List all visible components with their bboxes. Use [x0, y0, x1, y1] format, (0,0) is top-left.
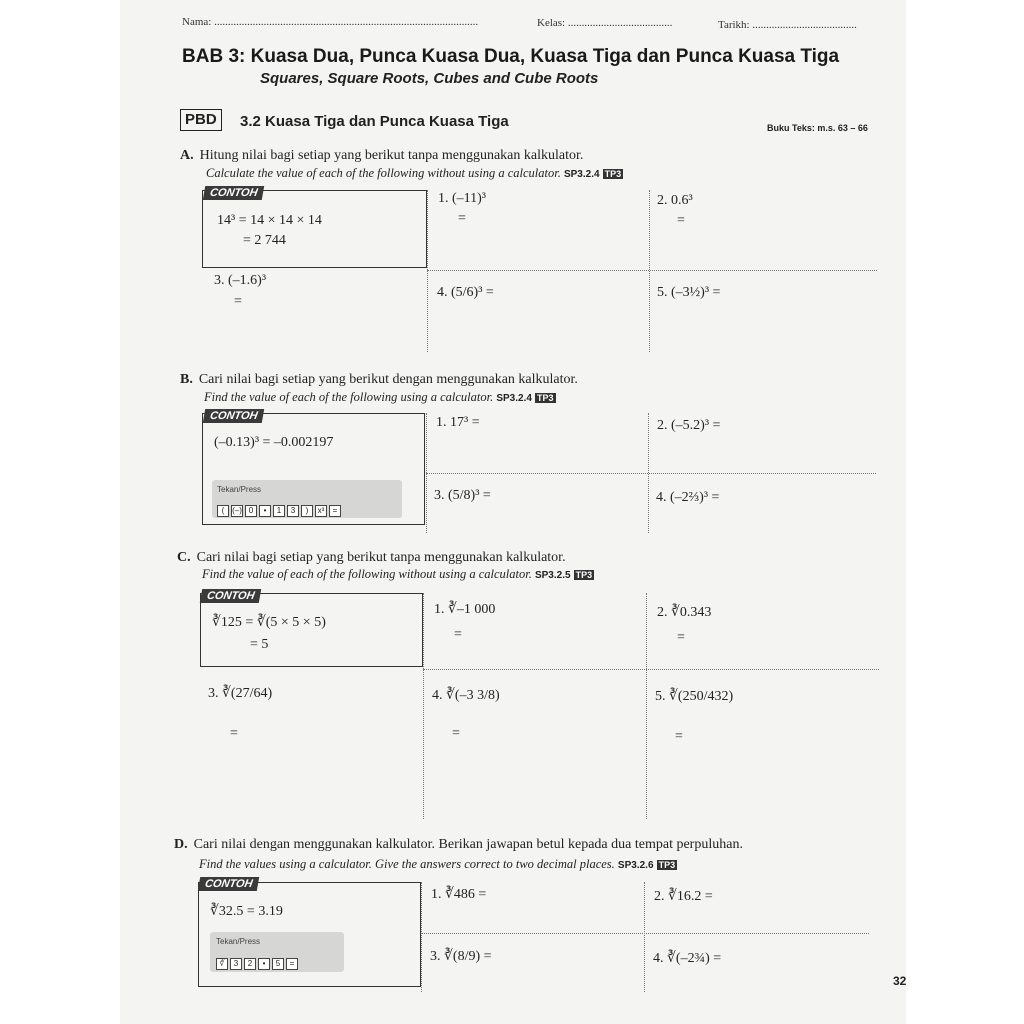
calc-key: •: [258, 958, 270, 970]
part-a-example-box: [202, 190, 427, 268]
part-d-divider-2: [644, 882, 645, 992]
part-d-item-2: 2. ∛16.2 =: [654, 889, 713, 904]
part-c-contoh-label: CONTOH: [200, 589, 262, 603]
part-b-instruction-en: [204, 390, 556, 405]
part-b-text-ms: Cari nilai bagi setiap yang berikut dengan menggunakan kalkulator.: [198, 372, 578, 387]
part-a-instruction: [180, 148, 583, 164]
part-d-text-ms: Cari nilai dengan menggunakan kalkulator. Berikan jawapan betul kepada dua tempat perpuluhan.: [193, 837, 743, 852]
calc-key: 5: [272, 958, 284, 970]
part-c-item-2-eq: =: [677, 630, 685, 645]
calc-key: •: [259, 505, 271, 517]
part-a-item-1: 1. (–11)³: [438, 191, 487, 206]
part-b-row-divider: [426, 473, 876, 474]
part-c-tp-badge: TP3: [575, 570, 593, 580]
part-d-contoh-label: CONTOH: [198, 877, 260, 891]
part-d-letter: D.: [174, 837, 188, 852]
part-a-tp-badge: TP3: [604, 169, 622, 179]
name-field: Nama: ................................................................................................: [182, 16, 479, 28]
part-a-item-1-eq: =: [458, 211, 466, 226]
part-a-item-4: 4. (5/6)³ =: [437, 285, 494, 300]
part-c-example-line1: ∛125 = ∛(5 × 5 × 5): [212, 615, 326, 630]
part-a-row-divider: [427, 270, 877, 271]
calc-key: =: [329, 505, 341, 517]
part-b-example-line1: (–0.13)³ = –0.002197: [214, 435, 334, 450]
part-d-example-line1: ∛32.5 = 3.19: [210, 904, 283, 919]
class-field: Kelas: ......................................: [537, 17, 673, 29]
part-b-key-sequence: [217, 500, 343, 518]
chapter-subtitle: Squares, Square Roots, Cubes and Cube Roots: [260, 70, 599, 87]
calc-key: 3: [230, 958, 242, 970]
part-b-item-1: 1. 17³ =: [436, 415, 480, 430]
part-c-row-divider: [423, 669, 879, 670]
part-c-instruction-en: [202, 567, 594, 582]
part-c-divider-2: [646, 593, 647, 819]
part-c-example-line2: = 5: [250, 637, 269, 652]
part-c-instruction: [177, 550, 566, 566]
part-d-tp-badge: TP3: [658, 860, 676, 870]
page-number: 32: [893, 974, 907, 988]
part-a-text-en: Calculate the value of each of the following without using a calculator.: [206, 166, 561, 180]
part-c-item-5-eq: =: [675, 729, 683, 744]
part-a-item-3: 3. (–1.6)³: [214, 273, 267, 288]
chapter-title: BAB 3: Kuasa Dua, Punca Kuasa Dua, Kuasa Tiga dan Punca Kuasa Tiga: [182, 46, 840, 67]
part-c-item-4-eq: =: [452, 726, 460, 741]
part-c-divider-1: [423, 593, 424, 819]
part-b-item-2: 2. (–5.2)³ =: [657, 418, 721, 433]
textbook-reference: Buku Teks: m.s. 63 – 66: [767, 123, 868, 133]
calc-key: ): [301, 505, 313, 517]
part-b-item-4: 4. (–2⅔)³ =: [656, 490, 720, 505]
part-b-instruction: [180, 372, 578, 388]
part-c-item-3: 3. ∛(27/64): [208, 686, 273, 701]
part-c-item-1: 1. ∛–1 000: [434, 602, 496, 617]
part-a-text-ms: Hitung nilai bagi setiap yang berikut tanpa menggunakan kalkulator.: [199, 148, 584, 163]
part-b-contoh-label: CONTOH: [203, 409, 265, 423]
part-c-text-ms: Cari nilai bagi setiap yang berikut tanpa menggunakan kalkulator.: [196, 550, 566, 565]
part-b-tp-badge: TP3: [537, 393, 554, 403]
part-d-item-3: 3. ∛(8/9) =: [430, 949, 492, 964]
calc-key: ∛: [216, 958, 228, 970]
part-a-item-5: 5. (–3½)³ =: [657, 285, 721, 300]
calc-key: 0: [245, 505, 257, 517]
part-a-divider-1: [427, 190, 428, 352]
calc-key: x³: [315, 505, 327, 517]
part-d-instruction-en: [199, 857, 677, 872]
calc-key: 1: [273, 505, 285, 517]
calc-key: (: [217, 505, 229, 517]
part-a-divider-2: [649, 190, 650, 352]
pbd-badge: PBD: [180, 109, 222, 131]
part-c-letter: C.: [177, 550, 191, 565]
part-a-example-line1: 14³ = 14 × 14 × 14: [217, 213, 322, 228]
part-c-item-3-eq: =: [230, 726, 238, 741]
part-b-item-3: 3. (5/8)³ =: [434, 488, 491, 503]
part-d-instruction: [174, 837, 743, 853]
part-c-item-2: 2. ∛0.343: [657, 605, 712, 620]
part-d-divider-1: [421, 882, 422, 992]
calc-key: =: [286, 958, 298, 970]
part-b-text-en: Find the value of each of the following using a calculator.: [204, 390, 494, 404]
part-a-instruction-en: [206, 166, 623, 181]
calc-key: 3: [287, 505, 299, 517]
calc-key: (–): [232, 506, 242, 515]
part-d-sp: SP3.2.6: [617, 860, 654, 871]
part-a-letter: A.: [180, 148, 194, 163]
part-a-item-2-eq: =: [677, 213, 685, 228]
part-c-item-4: 4. ∛(–3 3/8): [432, 688, 500, 703]
calc-key: 2: [244, 958, 256, 970]
part-b-sp: SP3.2.4: [496, 393, 532, 404]
section-heading: 3.2 Kuasa Tiga dan Punca Kuasa Tiga: [240, 113, 509, 130]
part-a-example-line2: = 2 744: [243, 233, 286, 248]
part-c-text-en: Find the value of each of the following without using a calculator.: [202, 567, 532, 581]
part-d-key-sequence: [216, 953, 300, 971]
part-b-calculator-press: [212, 480, 402, 518]
part-d-calculator-press: [210, 932, 344, 972]
part-d-text-en: Find the values using a calculator. Give the answers correct to two decimal places.: [199, 857, 615, 871]
part-a-item-3-eq: =: [234, 294, 242, 309]
part-a-contoh-label: CONTOH: [203, 186, 265, 200]
part-d-item-4: 4. ∛(–2¾) =: [653, 951, 722, 966]
part-a-sp: SP3.2.4: [563, 169, 600, 180]
part-b-letter: B.: [180, 372, 193, 387]
part-b-press-label: Tekan/Press: [217, 485, 262, 494]
date-field: Tarikh: ......................................: [718, 19, 857, 31]
part-c-sp: SP3.2.5: [534, 570, 571, 581]
part-a-item-2: 2. 0.6³: [657, 193, 693, 208]
part-d-press-label: Tekan/Press: [216, 937, 261, 946]
part-d-item-1: 1. ∛486 =: [431, 887, 487, 902]
part-d-row-divider: [421, 933, 869, 934]
part-c-item-1-eq: =: [454, 627, 462, 642]
part-c-item-5: 5. ∛(250/432): [655, 689, 734, 704]
